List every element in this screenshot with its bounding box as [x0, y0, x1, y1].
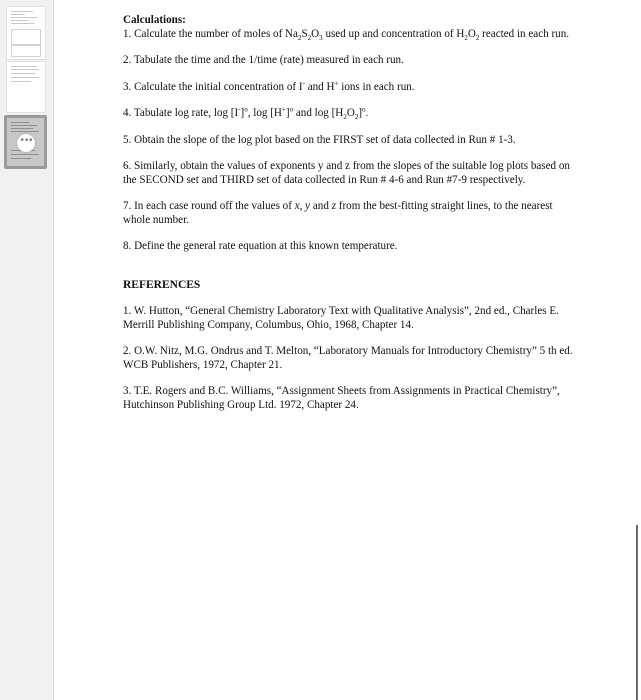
- reference-item: 3. T.E. Rogers and B.C. Williams, “Assignment Sheets from Assignments in Practical Chemistry”, Hutchinson Publishing Group Ltd. 1972, Chapter 24.: [123, 385, 560, 411]
- calc-item-5: 5. Obtain the slope of the log plot based on the FIRST set of data collected in Run # 1-3.: [123, 133, 516, 146]
- calc-item-6: 6. Similarly, obtain the values of exponents y and z from the slopes of the suitable log plots based on the SECOND set and THIRD set of data collected in Run # 4-6 and Run #7-9 respectively.: [123, 160, 570, 186]
- reference-item: 2. O.W. Nitz, M.G. Ondrus and T. Melton, “Laboratory Manuals for Introductory Chemistry” 5 th ed. WCB Publishers, 1972, Chapter 21.: [123, 345, 573, 371]
- calc-item-4: 4. Tabulate log rate, $\log [I^-]^o$, $\log [H^+]^o$ and $\log [H_2O_2]^o$.: [123, 105, 369, 122]
- calc-item-8: 8. Define the general rate equation at this known temperature.: [123, 240, 398, 252]
- calc-item-3: 3. Calculate the initial concentration of I- and H+ ions in each run.: [123, 78, 415, 93]
- references-heading: REFERENCES: [123, 278, 201, 291]
- document-content: [123, 14, 573, 412]
- calc-item-1: 1. Calculate the number of moles of $Na_2S_2O_3$ used up and concentration of $H_2O_2$ reacted in each run.: [123, 27, 570, 42]
- page-thumbnail-2[interactable]: [6, 61, 46, 113]
- thumbnail-sidebar: [0, 0, 54, 700]
- more-options-icon[interactable]: •••: [17, 134, 35, 152]
- calc-item-7: 7. In each case round off the values of x, y and z from the best-fitting straight lines, to the nearest whole number.: [123, 200, 553, 226]
- page-thumbnail-1[interactable]: [6, 6, 46, 60]
- calc-item-2: 2. Tabulate the time and the 1/time (rate) measured in each run.: [123, 54, 404, 66]
- calculations-heading: Calculations:: [123, 14, 186, 26]
- reference-item: 1. W. Hutton, “General Chemistry Laboratory Text with Qualitative Analysis”, 2nd ed., Charles E. Merrill Publishing Company, Columbus, Ohio, 1968, Chapter 14.: [123, 305, 559, 331]
- scrollbar-thumb[interactable]: [636, 525, 638, 700]
